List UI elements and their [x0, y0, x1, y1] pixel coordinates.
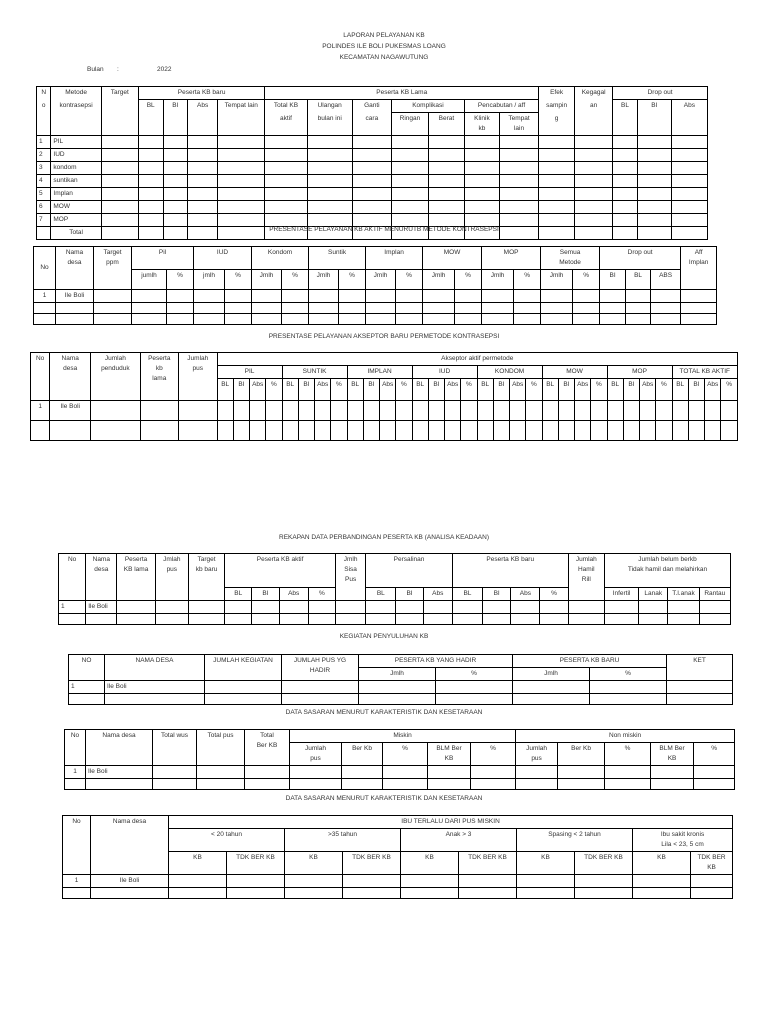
group-drop-out: Drop out	[613, 87, 708, 100]
col-target: Target	[101, 87, 138, 100]
method-header: IMPLAN	[347, 366, 412, 379]
method-header: SUNTIK	[282, 366, 347, 379]
section-title-sasaran-1: DATA SASARAN MENURUT KARAKTERISTIK DAN KESETARAAN	[285, 709, 483, 716]
method-header: TOTAL KB AKTIF	[672, 366, 737, 379]
table-row: 1 Ile Boli	[65, 766, 735, 779]
rekapan-table: No Nama desa Peserta KB lama Jmlah pus Target kb baru Peserta KB aktif Jmlh Sisa Pus Persalinan Peserta KB baru Jumlah Hamil Rill Jumlah belum berkb Tidak hamil dan melahirkan BL BI Abs % BL BI Abs BL BI Abs % Infertil Lanak T.l.anak Rantau 1 Ile Boli	[58, 553, 731, 625]
table-row: 1 Ile Boli	[63, 875, 733, 888]
col-efek-samping: Efek	[539, 87, 575, 100]
table-row: 4 suntikan	[37, 175, 708, 188]
age-group-header: < 20 tahun	[169, 829, 285, 852]
table-row: 1 Ile Boli	[31, 401, 738, 421]
report-title: LAPORAN PELAYANAN KB	[343, 32, 425, 39]
ibu-terlalu-table: No Nama desa IBU TERLALU DARI PUS MISKIN < 20 tahun >35 tahun Anak > 3 Spasing < 2 tahun Ibu sakit kronis Lila < 23, 5 cm KB TDK BER KB KB TDK BER KB KB TDK BER KB KB TDK BER KB KB TDK BER KB 1 Ile Boli	[62, 815, 733, 899]
report-district: KECAMATAN NAGAWUTUNG	[339, 54, 429, 61]
sasaran-miskin-table: No Nama desa Total wus Total pus Total Ber KB Miskin Non miskin Jumlah pus Ber Kb % BLM Ber KB % Jumlah pus Ber Kb % BLM Ber KB % 1 Ile Boli	[64, 729, 735, 790]
penyuluhan-table: NO NAMA DESA JUMLAH KEGIATAN JUMLAH PUS YG HADIR PESERTA KB YANG HADIR PESERTA KB BARU KET Jmlh % Jmlh % 1 Ile Boli	[68, 654, 733, 705]
table-row: 1 Ile Boli	[34, 290, 717, 303]
table-row-total: Total	[37, 227, 708, 240]
table-row: 5 Implan	[37, 188, 708, 201]
group-peserta-kb-lama: Peserta KB Lama	[265, 87, 539, 100]
section-title-sasaran-2: DATA SASARAN MENURUT KARAKTERISTIK DAN KESETARAAN	[285, 795, 483, 802]
bulan-label: Bulan	[87, 66, 104, 73]
bulan-separator: :	[117, 66, 119, 73]
table-row: 7 MOP	[37, 214, 708, 227]
table-row: 1 Ile Boli	[69, 681, 733, 694]
age-group-header: Spasing < 2 tahun	[517, 829, 633, 852]
method-header: KONDOM	[477, 366, 542, 379]
kb-service-rows	[37, 136, 708, 227]
kb-service-table: N Metode Target Peserta KB baru Peserta KB Lama Efek Kegagal Drop out o kontrasepsi BL BI Abs Tempat lain Total KB Ulangan Ganti Komplikasi Pencabutan / aff sampin an BL BI Abs aktif bulan ini cara Ringan Berat Klinik kb Tempat lain g 1 PIL 2 IUD 3 kondom 4 suntikan 5 Implan 6 MOW 7 MOP Total	[36, 86, 708, 240]
report-subtitle: POLINDES ILE BOLI PUKESMAS LOANG	[322, 43, 446, 50]
report-year: 2022	[157, 66, 172, 73]
section-title-akseptor-baru: PRESENTASE PELAYANAN AKSEPTOR BARU PERMETODE KONTRASEPSI	[268, 333, 500, 340]
section-title-penyuluhan: KEGIATAN PENYULUHAN KB	[339, 633, 429, 640]
table-row: 6 MOW	[37, 201, 708, 214]
col-kegagalan: Kegagal	[575, 87, 613, 100]
method-header: MOW	[542, 366, 607, 379]
method-header: IUD	[412, 366, 477, 379]
method-header: MOP	[607, 366, 672, 379]
table-row: 1 PIL	[37, 136, 708, 149]
kb-aktif-table: No Nama desa Target ppm Pil IUD Kondom Suntik Implan MOW MOP Semua Metode Drop out Aff Implan jumlh % jmlh % Jmlh % Jmlh % Jmlh % Jmlh % Jmlh % Jmlh % BI BL ABS 1 Ile Boli	[33, 246, 717, 325]
table-row: 1 Ile Boli	[59, 601, 731, 614]
section-title-rekapan: REKAPAN DATA PERBANDINGAN PESERTA KB (ANALISA KEADAAN)	[279, 534, 489, 541]
section-title-kb-aktif: PRESENTASE PELAYANAN KB AKTIF MENURUTB METODE KONTRASEPSI	[269, 226, 499, 233]
col-metode: Metode	[51, 87, 101, 100]
age-group-header: >35 tahun	[285, 829, 401, 852]
table-row: 2 IUD	[37, 149, 708, 162]
method-header: PIL	[217, 366, 282, 379]
table-row: 3 kondom	[37, 162, 708, 175]
group-peserta-kb-baru: Peserta KB baru	[138, 87, 265, 100]
col-no: N	[37, 87, 51, 100]
age-group-header: Anak > 3	[401, 829, 517, 852]
akseptor-baru-table: No Nama desa Jumlah penduduk Peserta kb lama Jumlah pus Akseptor aktif permetode PIL SUNTIK IMPLAN IUD KONDOM MOW MOP TOTAL KB AKTIF BL BI Abs % BL BI Abs % BL BI Abs % BL BI Abs % BL BI Abs % BL BI Abs % BL BI Abs % BL BI Abs % 1 Ile Boli	[30, 352, 738, 441]
age-group-header: Ibu sakit kronis Lila < 23, 5 cm	[633, 829, 733, 852]
